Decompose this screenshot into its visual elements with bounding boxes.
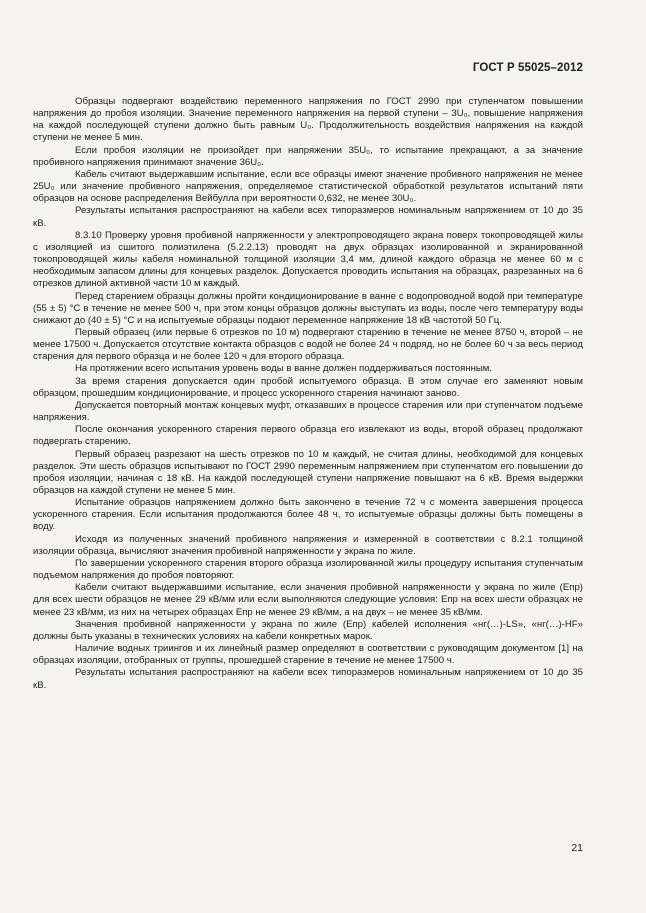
paragraph: Значения пробивной напряженности у экрана по жиле (Eпр) кабелей исполнения «нг(…)-LS», «нг(…)-HF» должны быть указаны в технических условиях на кабели конкретных марок. <box>33 618 583 642</box>
paragraph: Результаты испытания распространяют на кабели всех типоразмеров номинальным напряжением от 10 до 35 кВ. <box>33 205 583 229</box>
document-code: ГОСТ Р 55025–2012 <box>472 62 583 74</box>
paragraph: За время старения допускается один пробой испытуемого образца. В этом случае его заменяют новым образцом, прошедшим кондиционирование, и процесс ускоренного старения начинают заново. <box>33 375 583 399</box>
paragraph: После окончания ускоренного старения первого образца его извлекают из воды, второй образец продолжают подвергать старению. <box>33 424 583 448</box>
paragraph: Если пробоя изоляции не произойдет при напряжении 35U₀, то испытание прекращают, а за значение пробивного напряжения принимают значение 36U₀. <box>33 144 583 168</box>
paragraph: Образцы подвергают воздействию переменного напряжения по ГОСТ 2990 при ступенчатом повышении напряжения до пробоя изоляции. Значение переменного напряжения на первой ступени – 3U₀, повышение напряжения на каждой последующей ступени должно быть равным U₀. Продолжительность воздействия напряжения на каждой ступени не менее 5 мин. <box>33 96 583 144</box>
paragraph: Исходя из полученных значений пробивного напряжения и измеренной в соответствии с 8.2.1 толщиной изоляции образца, вычисляют значения пробивной напряженности у экрана по жиле. <box>33 533 583 557</box>
paragraph: Наличие водных триингов и их линейный размер определяют в соответствии с руководящим документом [1] на образцах изоляции, отобранных от группы, прошедшей старение в течение не менее 17500 ч. <box>33 643 583 667</box>
paragraph: На протяжении всего испытания уровень воды в ванне должен поддерживаться постоянным. <box>75 363 493 375</box>
document-body <box>33 96 583 692</box>
paragraph: 8.3.10 Проверку уровня пробивной напряженности у электропроводящего экрана поверх токопроводящей жилы с изоляцией из сшитого полиэтилена (5.2.2.13) проводят на двух образцах изолированной и экранированной токопроводящей жилы кабеля номинальной толщиной изоляции 3,4 мм, длиной каждого образца не менее 60 м с необходимым запасом длины для концевых разделок. Допускается проводить испытания на образцах, разрезанных на 6 отрезков длиной активной части 10 м каждый. <box>33 229 583 290</box>
page-number: 21 <box>571 842 583 854</box>
paragraph: Испытание образцов напряжением должно быть закончено в течение 72 ч с момента завершения процесса ускоренного старения. Если испытания продолжаются более 48 ч, то испытуемые образцы должны быть помещены в воду. <box>33 497 583 533</box>
paragraph: Результаты испытания распространяют на кабели всех типоразмеров номинальным напряжением от 10 до 35 кВ. <box>33 667 583 691</box>
paragraph: Перед старением образцы должны пройти кондиционирование в ванне с водопроводной водой при температуре (55 ± 5) °С в течение не менее 500 ч, при этом концы образцов должны выступать из воды, после чего температуру воды снижают до (40 ± 5) °С и на испытуемые образцы подают переменное напряжение 18 кВ частотой 50 Гц. <box>33 290 583 326</box>
paragraph: Кабели считают выдержавшими испытание, если значения пробивной напряженности у экрана по жиле (Eпр) для всех шести образцов не менее 29 кВ/мм или если выполняются следующие условия: Eпр на всех шести образцах не менее 23 кВ/мм, из них на четырех образцах Eпр не менее 29 кВ/мм, а на двух – не менее 35 кВ/мм. <box>33 582 583 618</box>
paragraph: Первый образец (или первые 6 отрезков по 10 м) подвергают старению в течение не менее 8750 ч, второй – не менее 17500 ч. Допускается отсутствие контакта образцов с водой не более 24 ч подряд, но не более 60 ч за весь период старения для первого образца и не более 120 ч для второго образца. <box>33 326 583 363</box>
paragraph: По завершении ускоренного старения второго образца изолированной жилы процедуру испытания ступенчатым подъемом напряжения до пробоя повторяют. <box>33 557 583 582</box>
paragraph: Допускается повторный монтаж концевых муфт, отказавших в процессе старения или при ступенчатом подъеме напряжения. <box>33 399 583 424</box>
paragraph: Кабель считают выдержавшим испытание, если все образцы имеют значение пробивного напряжения не менее 25U₀ или значение пробивного напряжения, определяемое статистической обработкой результатов испытаний пяти образцов на основе распределения Вейбулла при вероятности 0,632, не менее 30U₀. <box>33 168 583 205</box>
paragraph: Первый образец разрезают на шесть отрезков по 10 м каждый, не считая длины, необходимой для концевых разделок. Эти шесть образцов испытывают по ГОСТ 2990 переменным напряжением при ступенчатом его повышении до пробоя изоляции, начиная с 18 кВ. На каждой последующей ступени напряжение повышают на 6 кВ. Время выдержки образцов на каждой ступени не менее 5 мин. <box>33 448 583 496</box>
